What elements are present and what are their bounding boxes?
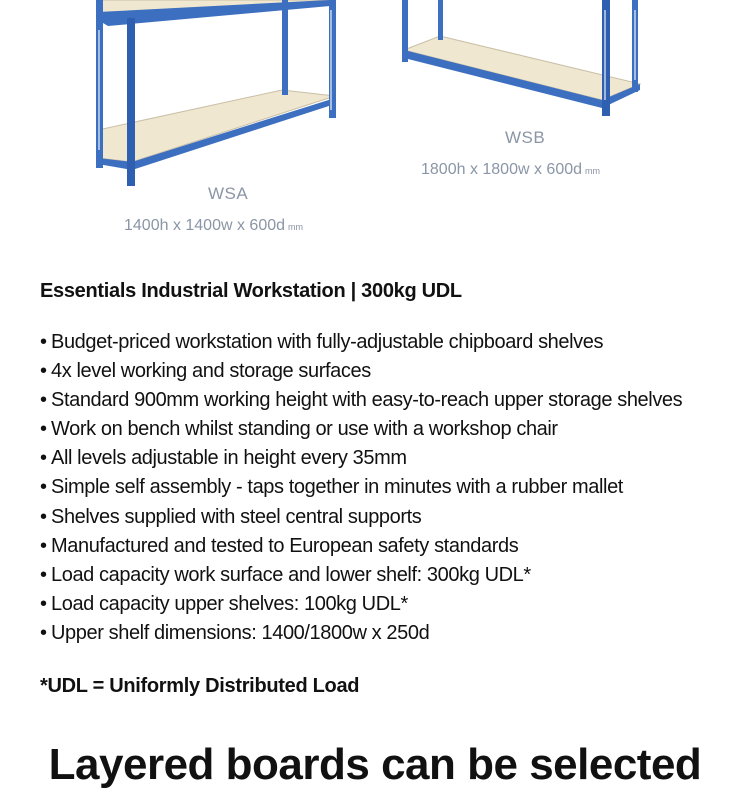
feature-text: Manufactured and tested to European safety standards [51, 534, 519, 557]
feature-text: Load capacity upper shelves: 100kg UDL* [51, 592, 408, 615]
bullet-icon: • [40, 592, 47, 615]
wsb-dimensions-unit: mm [585, 166, 601, 176]
feature-text: All levels adjustable in height every 35mm [51, 447, 407, 470]
feature-text: Load capacity work surface and lower shelf: 300kg UDL* [51, 563, 531, 586]
section-heading: Layered boards can be selected [48, 740, 702, 789]
wsb-model-name: WSB [505, 128, 546, 147]
wsb-dimensions [421, 161, 600, 179]
feature-item [40, 590, 682, 619]
bullet-icon: • [40, 476, 47, 499]
bullet-icon: • [40, 360, 47, 383]
bullet-icon: • [40, 563, 47, 586]
wsb-dimensions-value: 1800h x 1800w x 600d [421, 161, 583, 178]
feature-item [40, 619, 682, 648]
feature-list [40, 328, 682, 648]
udl-footnote: *UDL = Uniformly Distributed Load [40, 675, 360, 697]
feature-text: 4x level working and storage surfaces [51, 360, 371, 383]
feature-item [40, 415, 682, 444]
feature-item [40, 444, 682, 473]
feature-item [40, 328, 682, 357]
bullet-icon: • [40, 621, 47, 644]
wsa-workstation-drawing [96, 0, 336, 186]
product-title: Essentials Industrial Workstation | 300kg UDL [40, 280, 462, 302]
feature-text: Work on bench whilst standing or use with a workshop chair [51, 418, 558, 441]
bullet-icon: • [40, 331, 47, 353]
feature-text: Shelves supplied with steel central supports [51, 505, 422, 528]
bullet-icon: • [40, 389, 47, 412]
bullet-icon: • [40, 505, 47, 528]
product-image [0, 0, 750, 250]
feature-item [40, 473, 682, 502]
feature-item [40, 561, 682, 590]
wsb-workstation-drawing [402, 0, 640, 116]
wsa-model-name: WSA [208, 184, 249, 203]
wsa-dimensions-value: 1400h x 1400w x 600d [124, 217, 286, 234]
feature-item [40, 532, 682, 561]
feature-text: Upper shelf dimensions: 1400/1800w x 250d [51, 621, 430, 644]
bullet-icon: • [40, 418, 47, 441]
feature-item [40, 357, 682, 386]
workstation-illustration [0, 0, 750, 250]
feature-text: Budget-priced workstation with fully-adjustable chipboard shelves [51, 331, 604, 353]
bullet-icon: • [40, 534, 47, 557]
feature-text: Simple self assembly - taps together in minutes with a rubber mallet [51, 476, 623, 499]
feature-text: Standard 900mm working height with easy-to-reach upper storage shelves [51, 389, 683, 412]
bullet-icon: • [40, 447, 47, 470]
feature-item [40, 386, 682, 415]
wsa-dimensions-unit: mm [288, 222, 304, 232]
feature-item [40, 503, 682, 532]
wsa-dimensions [124, 217, 303, 235]
